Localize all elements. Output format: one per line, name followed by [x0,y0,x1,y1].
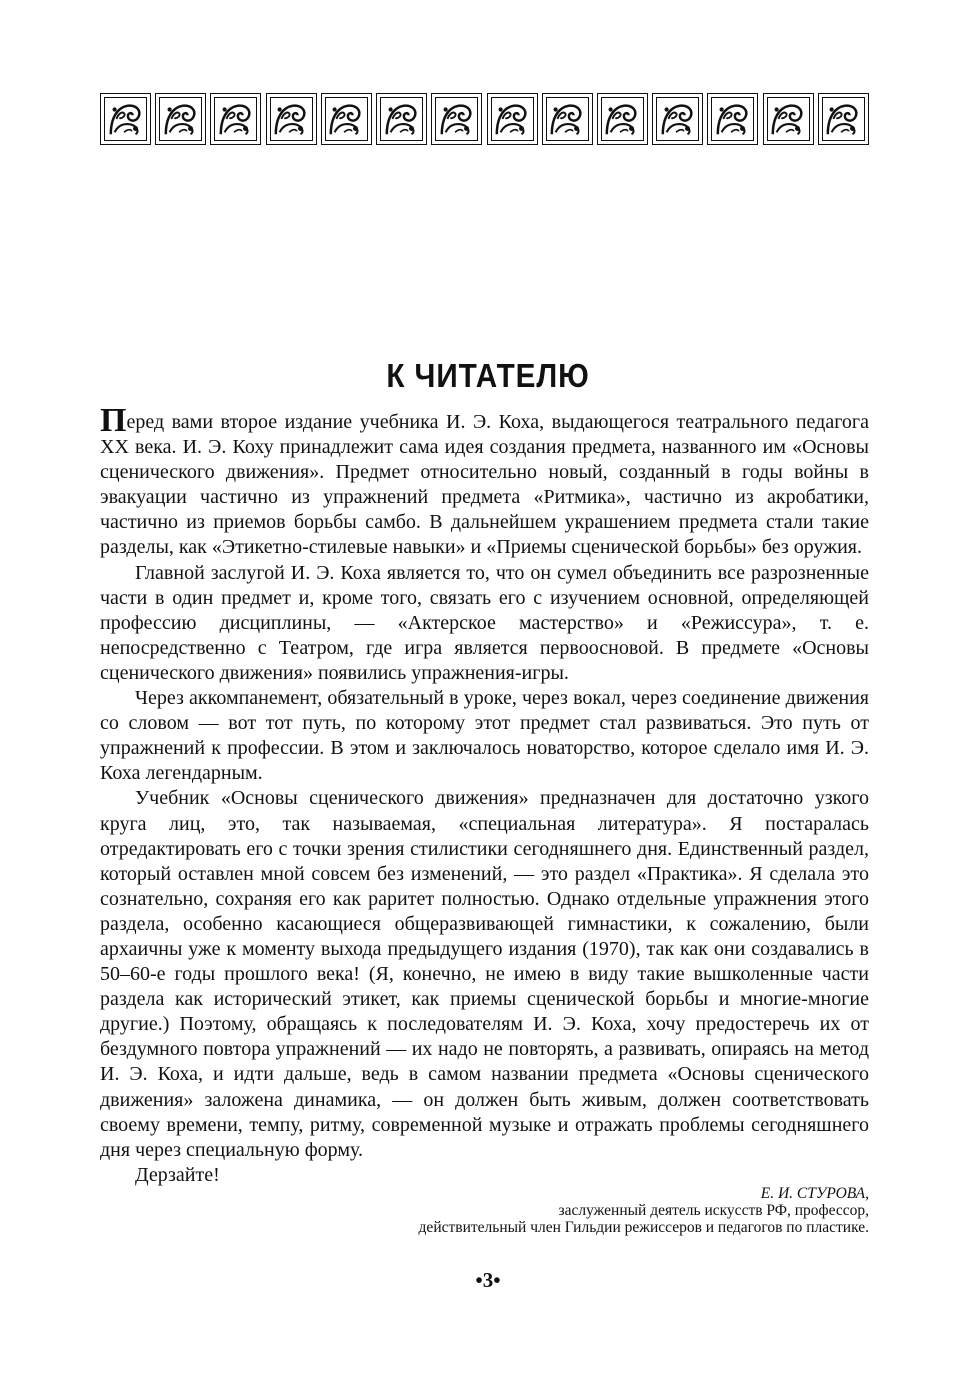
preface-body [100,402,869,1188]
floral-ornament-icon [767,97,810,141]
paragraph-2: Главной заслугой И. Э. Коха является то, что он сумел объединить все разрозненные части в один предмет и, кроме того, связать его с изучением основной, определяющей профессию дисциплины, — «Актерское мастерство» и «Режиссура», т. е. непосредственно с Театром, где игра является первоосновой. В предмете «Основы сценического движения» появились упражнения-игры. [100,561,869,684]
floral-ornament-icon [822,97,865,141]
floral-ornament-icon [491,97,534,141]
floral-ornament-icon [214,97,257,141]
ornament-tile [431,93,482,145]
paragraph-4: Учебник «Основы сценического движения» предназначен для достаточно узкого круга лиц, это, так называемая, «специальная литература». Я постаралась отредактировать его с точки зрения стилистики сегодняшнего дня. Единственный раздел, который оставлен мной совсем без изменений, — это раздел «Практика». Я сделала это сознательно, сохраняя его как раритет полностью. Однако отдельные упражнения этого раздела, особенно касающиеся общеразвивающей гимнастики, к сожалению, были архаичны уже к моменту выхода предыдущего издания (1970), так как они создавались в 50–60-е годы прошлого века! (Я, конечно, не имею в виду такие вышколенные части раздела как исторический этикет, как приемы сценической борьбы и многие-многие другие.) Поэтому, обращаясь к последователям И. Э. Коха, хочу предостеречь их от бездумного повтора упражнений — их надо не повторять, а развивать, опираясь на метод И. Э. Коха, и идти дальше, ведь в самом названии предмета «Основы сценического движения» заложена динамика, — он должен быть живым, должен соответствовать своему времени, темпу, ритму, современной музыке и отражать проблемы сегодняшнего дня через специальную форму. [100,787,869,1161]
ornament-border [100,93,869,147]
floral-ornament-icon [601,97,644,141]
ornament-tile [707,93,758,145]
ornament-tile [763,93,814,145]
page-number: •3• [475,1268,501,1292]
ornament-tile [210,93,261,145]
floral-ornament-icon [159,97,202,141]
ornament-tile [542,93,593,145]
ornament-tile [155,93,206,145]
author-title: заслуженный деятель искусств РФ, профессор, [558,1202,869,1219]
author-membership: действительный член Гильдии режиссеров и педагогов по пластике. [418,1219,869,1236]
floral-ornament-icon [435,97,478,141]
paragraph-1-text: еред вами второе издание учебника И. Э. Коха, выдающегося театрального педагога XX века. И. Э. Коху принадлежит сама идея создания предмета, названного им «Основы сценического движения». Предмет относительно новый, созданный в годы войны в эвакуации частично из упражнений предмета «Ритмика», частично из акробатики, частично из приемов борьбы самбо. В дальнейшем украшением предмета стали такие разделы, как «Этикетно-стилевые навыки» и «Приемы сценической борьбы» без оружия. [100,411,869,559]
ornament-tile [818,93,869,145]
ornament-tile [100,93,151,145]
ornament-tile [487,93,538,145]
floral-ornament-icon [104,97,147,141]
drop-cap: П [100,402,127,439]
floral-ornament-icon [546,97,589,141]
floral-ornament-icon [325,97,368,141]
signature-block [419,1185,869,1236]
ornament-tile [652,93,703,145]
ornament-tile [266,93,317,145]
author-name: Е. И. СТУРОВА, [760,1185,869,1202]
ornament-tile [376,93,427,145]
page-title: К ЧИТАТЕЛЮ [386,357,590,395]
ornament-tile [321,93,372,145]
floral-ornament-icon [380,97,423,141]
paragraph-1 [100,402,869,561]
ornament-tile [597,93,648,145]
floral-ornament-icon [270,97,313,141]
floral-ornament-icon [711,97,754,141]
paragraph-5: Дерзайте! [135,1163,220,1186]
floral-ornament-icon [656,97,699,141]
paragraph-3: Через аккомпанемент, обязательный в уроке, через вокал, через соединение движения со словом — вот тот путь, по которому этот предмет стал развиваться. Это путь от упражнений к профессии. В этом и заключалось новаторство, которое сделало имя И. Э. Коха легендарным. [100,687,869,785]
